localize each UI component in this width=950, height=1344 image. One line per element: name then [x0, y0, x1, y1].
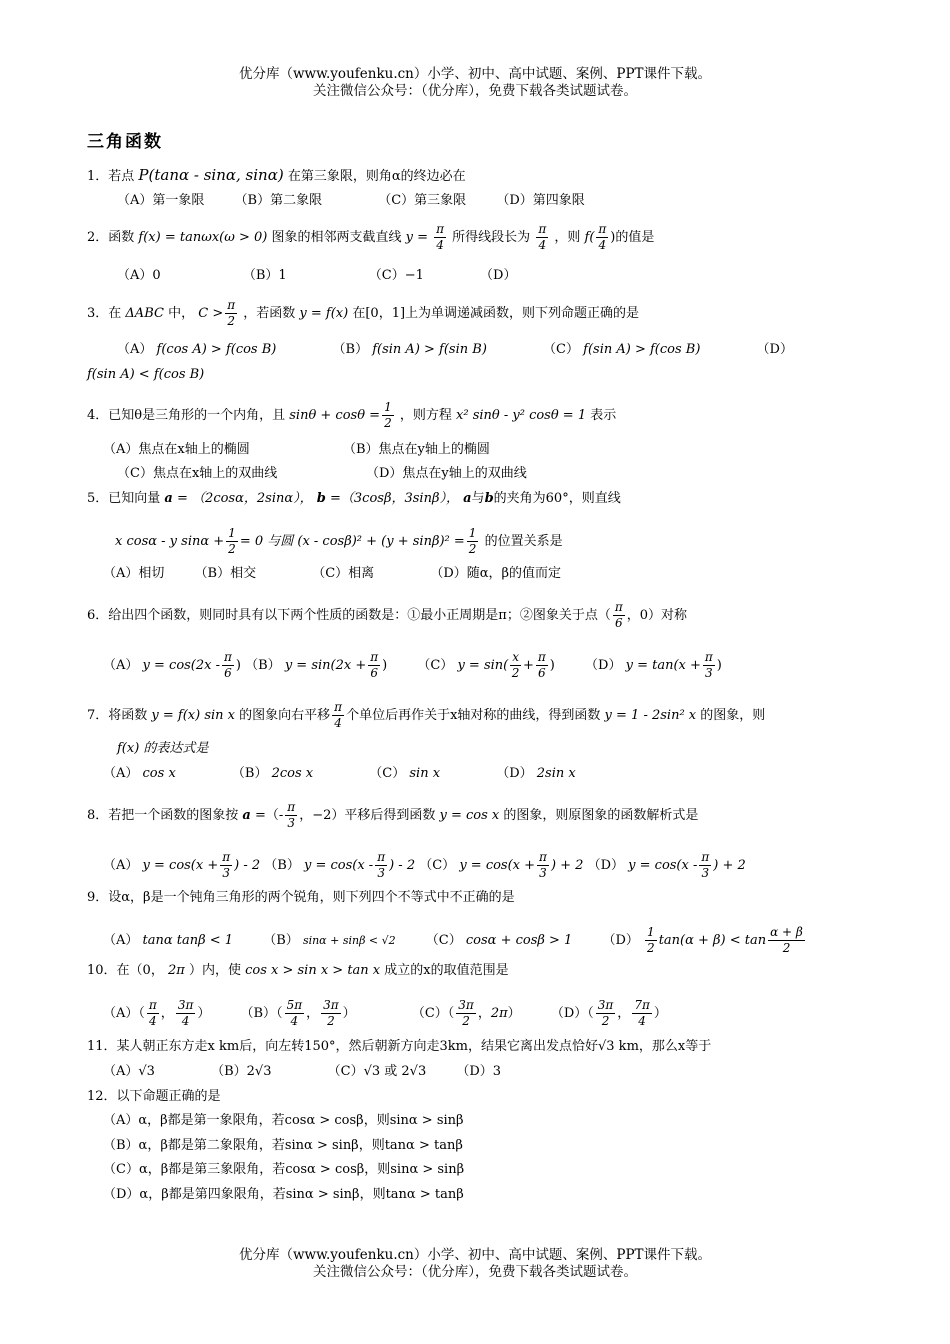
q5-line-eq: x cosα - y sinα +: [115, 534, 225, 549]
q5-circle-eq: = 0 与圆 (x - cosβ)² + (y + sinβ)² =: [239, 534, 465, 549]
q6-option-d-label: （D）: [585, 658, 622, 673]
page-title: 三角函数: [87, 132, 163, 152]
q7-target-func: y = 1 - 2sin² x: [604, 708, 697, 723]
q8-option-a-frac: $\frac{\pi}{3}$: [222, 850, 231, 880]
question-11-options: [103, 1063, 501, 1081]
q6-text-b: ，0）对称: [626, 608, 687, 623]
q10-b-frac-2: $\frac{3\pi}{2}$: [323, 998, 339, 1028]
q2-text-e: ，则: [554, 230, 581, 245]
q5-vector-a-ref: a: [463, 491, 472, 506]
q2-f: f(: [584, 230, 595, 245]
q5-fraction-1: $\frac{1}{2}$: [228, 526, 236, 556]
question-3-options: [117, 341, 793, 359]
q11-option-c: （C）√3 或 2√3: [327, 1064, 427, 1079]
q6-option-c: y = sin(: [457, 658, 509, 673]
q6-option-a: y = cos(2x -: [142, 658, 221, 673]
q8-option-c-label: （C）: [419, 858, 456, 873]
question-2-stem: [87, 222, 654, 253]
q8-func: y = cos x: [439, 808, 500, 823]
q7-text-c: 个单位后再作关于x轴对称的曲线，得到函数: [346, 708, 601, 723]
q10-d-frac-1: $\frac{3\pi}{2}$: [597, 998, 614, 1028]
q10-option-c-label: （C）: [411, 1006, 448, 1021]
q10-a-frac-1: $\frac{\pi}{4}$: [148, 998, 157, 1028]
q7-option-d-label: （D）: [496, 766, 533, 781]
q3-func: y = f(x): [299, 306, 349, 321]
question-1-options: [117, 192, 585, 210]
q3-option-b-label: （B）: [332, 342, 369, 357]
q6-option-c-label: （C）: [417, 658, 454, 673]
q8-vector: a: [242, 808, 251, 823]
q12-option-c: （C）α，β都是第三象限角，若cosα > cosβ，则sinα > sinβ: [103, 1162, 465, 1177]
q5-vector-a-value: （2cosα，2sinα），: [192, 491, 313, 506]
q2-option-d: （D）: [480, 268, 517, 283]
q5-option-d: （D）随α，β的值而定: [430, 566, 562, 581]
q8-fraction: $\frac{\pi}{3}$: [287, 800, 296, 830]
q8-option-c: y = cos(x +: [459, 858, 536, 873]
q9-option-d-label: （D）: [602, 933, 639, 948]
q3-text-a: 3．在: [87, 306, 122, 321]
q5-text-a: 5．已知向量: [87, 491, 161, 506]
q4-option-d: （D）焦点在y轴上的双曲线: [366, 466, 527, 481]
q7-expression: f(x) 的表达式是: [117, 741, 209, 756]
q10-two-pi: 2π: [167, 963, 185, 978]
q9-option-a-label: （A）: [103, 933, 139, 948]
q2-option-c: （C）−1: [368, 268, 424, 283]
q11-option-b: （B）2√3: [211, 1064, 272, 1079]
q3-option-d-line: [87, 366, 204, 384]
q1-option-b: （B）第二象限: [234, 193, 323, 208]
q4-option-b: （B）焦点在y轴上的椭圆: [343, 442, 490, 457]
q3-option-b: f(sin A) > f(sin B): [372, 342, 487, 357]
q8-option-b-frac: $\frac{\pi}{3}$: [377, 850, 386, 880]
q10-a-frac-2: $\frac{3\pi}{4}$: [177, 998, 194, 1028]
q8-option-b-label: （B）: [264, 858, 300, 873]
question-6-options: （A） y = cos(2x - $\frac{\pi}{6}$ ) （B） y = sin(2x + $\frac{\pi}{6}$ ) （C） y = sin( $\frac{x}{2}$ + $\frac{\pi}{6}$ ) （D） y = tan(x + $\frac{\pi}{3}$ ): [103, 650, 722, 680]
q9-option-c: cosα + cosβ > 1: [465, 933, 573, 948]
q8-option-b: y = cos(x -: [303, 858, 374, 873]
q3-triangle: ΔABC: [125, 306, 164, 321]
q10-inequality: cos x > sin x > tan x: [245, 963, 381, 978]
q8-option-a-tail: ) - 2: [234, 858, 261, 873]
q3-c-cond: C >: [198, 306, 224, 321]
q5-option-a: （A）相切: [103, 566, 165, 581]
q3-text-b: 中，: [168, 306, 195, 321]
q2-fraction-2: $\frac{\pi}{4}$: [538, 222, 547, 252]
q9-option-a: tanα tanβ < 1: [142, 933, 234, 948]
question-8-stem: [87, 800, 698, 831]
q10-option-b-label: （B）: [240, 1006, 277, 1021]
question-1-stem: [87, 166, 466, 186]
q6-option-c-frac-2: $\frac{\pi}{6}$: [537, 650, 546, 680]
q3-option-a: f(cos A) > f(cos B): [156, 342, 277, 357]
q2-option-b: （B）1: [242, 268, 287, 283]
q1-option-a: （A）第一象限: [117, 193, 205, 208]
question-9-options: [103, 925, 807, 956]
q2-math: f(x) = tanωx(ω > 0): [138, 230, 268, 245]
q6-option-a-frac: $\frac{\pi}{6}$: [224, 650, 232, 680]
q8-text-e: 的图象，则原图象的函数解析式是: [503, 808, 699, 823]
q2-text-g: )的值是: [610, 230, 655, 245]
q5-vector-b-value: =（3cosβ，3sinβ），: [330, 491, 459, 506]
q8-option-d: y = cos(x -: [628, 858, 698, 873]
q2-text-d: 所得线段长为: [452, 230, 531, 245]
q8-text-b: =（-: [255, 808, 284, 823]
q7-option-d: 2sin x: [536, 766, 576, 781]
q4-equation: x² sinθ - y² cosθ = 1: [456, 408, 587, 423]
question-2-options: [117, 267, 516, 285]
question-4-stem: [87, 400, 616, 431]
q6-text-a: 6．给出四个函数，则同时具有以下两个性质的函数是：①最小正周期是π；②图象关于点（: [87, 608, 611, 623]
q10-option-a-label: （A）: [103, 1006, 139, 1021]
q7-text-e: 的图象，则: [700, 708, 766, 723]
question-9-stem: 9．设α，β是一个钝角三角形的两个锐角，则下列四个不等式中不正确的是: [87, 890, 515, 905]
q5-vector-a: a: [164, 491, 173, 506]
q10-c-two-pi: 2π: [490, 1006, 508, 1021]
q8-option-b-tail: ) - 2: [389, 858, 416, 873]
q8-option-d-frac: $\frac{\pi}{3}$: [701, 850, 710, 880]
q5-text-e: 的夹角为60°，则直线: [493, 491, 621, 506]
q5-vector-b: b: [316, 491, 326, 506]
q5-text-d: 与: [471, 491, 485, 506]
q6-fraction: $\frac{\pi}{6}$: [614, 600, 623, 630]
question-6-stem: [87, 600, 687, 631]
question-5-stem: [87, 490, 621, 508]
q3-option-d: f(sin A) < f(cos B): [87, 367, 205, 382]
q4-text-b: ，则方程: [399, 408, 452, 423]
q7-func: y = f(x) sin x: [151, 708, 236, 723]
footer-line-2: 关注微信公众号：（优分库），免费下载各类试题试卷。: [313, 1264, 637, 1280]
q4-fraction: $\frac{1}{2}$: [384, 400, 392, 430]
q10-d-frac-2: $\frac{7\pi}{4}$: [634, 998, 650, 1028]
q4-option-c: （C）焦点在x轴上的双曲线: [117, 466, 278, 481]
q12-option-d: （D）α，β都是第四象限角，若sinα > sinβ，则tanα > tanβ: [103, 1187, 464, 1202]
page-header: [0, 66, 950, 100]
q3-option-a-label: （A）: [117, 342, 153, 357]
q5-option-b: （B）相交: [194, 566, 257, 581]
q6-option-b-label: （B）: [245, 658, 281, 673]
q4-math: sinθ + cosθ =: [289, 408, 381, 423]
q7-text-a: 7．将函数: [87, 708, 148, 723]
q12-option-b: （B）α，β都是第二象限角，若sinα > sinβ，则tanα > tanβ: [103, 1138, 463, 1153]
question-5-options: [103, 565, 561, 583]
q8-option-d-label: （D）: [587, 858, 625, 873]
q7-line-2: [117, 740, 208, 758]
q7-option-a: cos x: [142, 766, 176, 781]
q3-option-c-label: （C）: [543, 342, 579, 357]
q11-option-a: （A）√3: [103, 1064, 155, 1079]
q2-option-a: （A）0: [117, 268, 161, 283]
question-5-line-2: [115, 526, 563, 557]
q9-option-d-half: $\frac{1}{2}$: [647, 925, 655, 955]
q10-option-d-label: （D）: [550, 1006, 588, 1021]
q1-text-b: 在第三象限，则角α的终边必在: [287, 169, 466, 184]
q5-vector-b-ref: b: [484, 491, 494, 506]
q7-option-c: sin x: [409, 766, 441, 781]
question-7-stem: [87, 700, 765, 731]
q7-option-c-label: （C）: [369, 766, 406, 781]
q1-text-a: 1．若点: [87, 169, 135, 184]
question-7-options: [103, 765, 576, 783]
question-12-stem: 12．以下命题正确的是: [87, 1089, 221, 1104]
q7-option-a-label: （A）: [103, 766, 139, 781]
q4-text-c: 表示: [590, 408, 617, 423]
q10-c-frac-1: $\frac{3\pi}{2}$: [458, 998, 474, 1028]
q8-option-a: y = cos(x +: [142, 858, 219, 873]
q7-option-b-label: （B）: [231, 766, 268, 781]
q2-text-b: 图象的相邻两支截直线: [271, 230, 402, 245]
q3-text-d: ，若函数: [243, 306, 296, 321]
q11-option-d: （D）3: [456, 1064, 502, 1079]
q6-option-a-label: （A）: [103, 658, 139, 673]
q8-text-a: 8．若把一个函数的图象按: [87, 808, 239, 823]
q4-option-a: （A）焦点在x轴上的椭圆: [103, 442, 250, 457]
q5-option-c: （C）相离: [312, 566, 375, 581]
q6-option-b-frac: $\frac{\pi}{6}$: [370, 650, 379, 680]
q8-option-c-tail: ) + 2: [550, 858, 584, 873]
footer-line-1: 优分库（www.youfenku.cn）小学、初中、高中试题、案例、PPT课件下载。: [238, 1247, 712, 1263]
q7-fraction: $\frac{\pi}{4}$: [334, 700, 343, 730]
q10-b-frac-1: $\frac{5\pi}{4}$: [286, 998, 303, 1028]
q3-fraction: $\frac{\pi}{2}$: [227, 298, 236, 328]
q6-option-d-frac: $\frac{\pi}{3}$: [704, 650, 713, 680]
header-line-1: 优分库（www.youfenku.cn）小学、初中、高中试题、案例、PPT课件下载。: [238, 66, 712, 82]
q9-option-b: sinα + sinβ < √2: [302, 934, 396, 947]
question-10-options: （A）（ $\frac{\pi}{4}$ ， $\frac{3\pi}{4}$ ） （B）（ $\frac{5\pi}{4}$ ， $\frac{3\pi}{2}$ ） （C）（ $\frac{3\pi}{2}$ ，2π） （D）（ $\frac{3\pi}{2}$ ， $\frac{7\pi}{4}$ ）: [103, 998, 667, 1028]
q6-option-d: y = tan(x +: [625, 658, 701, 673]
question-8-options: [103, 850, 746, 881]
q4-text-a: 4．已知θ是三角形的一个内角，且: [87, 408, 286, 423]
q10-text-c: ）内，使: [188, 963, 241, 978]
q9-option-d-frac: $\frac{\alpha + \beta}{2}$: [770, 925, 803, 955]
q3-option-d-label: （D）: [756, 342, 793, 357]
q5-eq: =: [177, 491, 188, 506]
q9-option-d: tan(α + β) < tan: [658, 933, 767, 948]
q1-math: P(tanα - sinα, sinα): [138, 166, 284, 184]
q3-option-c: f(sin A) > f(cos B): [583, 342, 701, 357]
header-line-2: 关注微信公众号：（优分库），免费下载各类试题试卷。: [313, 83, 637, 99]
page-footer: [0, 1247, 950, 1281]
q6-option-c-frac-1: $\frac{x}{2}$: [511, 650, 520, 680]
q8-text-c: ，−2）平移后得到函数: [299, 808, 436, 823]
q7-option-b: 2cos x: [271, 766, 314, 781]
q5-fraction-2: $\frac{1}{2}$: [468, 526, 477, 556]
q10-text-a: 10．在（0，: [87, 963, 164, 978]
q2-fraction-3: $\frac{\pi}{4}$: [598, 222, 607, 252]
q9-option-b-label: （B）: [263, 933, 299, 948]
q8-option-c-frac: $\frac{\pi}{3}$: [539, 850, 547, 880]
question-11-stem: 11．某人朝正东方走x km后，向左转150°，然后朝新方向走3km，结果它离出发点恰好√3 km，那么x等于: [87, 1039, 712, 1054]
q2-line-eq: y =: [405, 230, 428, 245]
q9-option-c-label: （C）: [425, 933, 462, 948]
q3-text-f: 在[0，1]上为单调递减函数，则下列命题正确的是: [352, 306, 640, 321]
q2-fraction-1: $\frac{\pi}{4}$: [436, 222, 445, 252]
q1-option-d: （D）第四象限: [496, 193, 585, 208]
q12-option-a: （A）α，β都是第一象限角，若cosα > cosβ，则sinα > sinβ: [103, 1113, 464, 1128]
q2-text-a: 2．函数: [87, 230, 135, 245]
q8-option-a-label: （A）: [103, 858, 139, 873]
q1-option-c: （C）第三象限: [378, 193, 467, 208]
q8-option-d-tail: ) + 2: [713, 858, 746, 873]
question-3-stem: [87, 298, 639, 329]
q10-text-d: 成立的x的取值范围是: [384, 963, 509, 978]
q6-option-b: y = sin(2x +: [284, 658, 367, 673]
question-10-stem: [87, 962, 509, 980]
q5-text-line2: 的位置关系是: [484, 534, 563, 549]
q7-text-b: 的图象向右平移: [239, 708, 331, 723]
